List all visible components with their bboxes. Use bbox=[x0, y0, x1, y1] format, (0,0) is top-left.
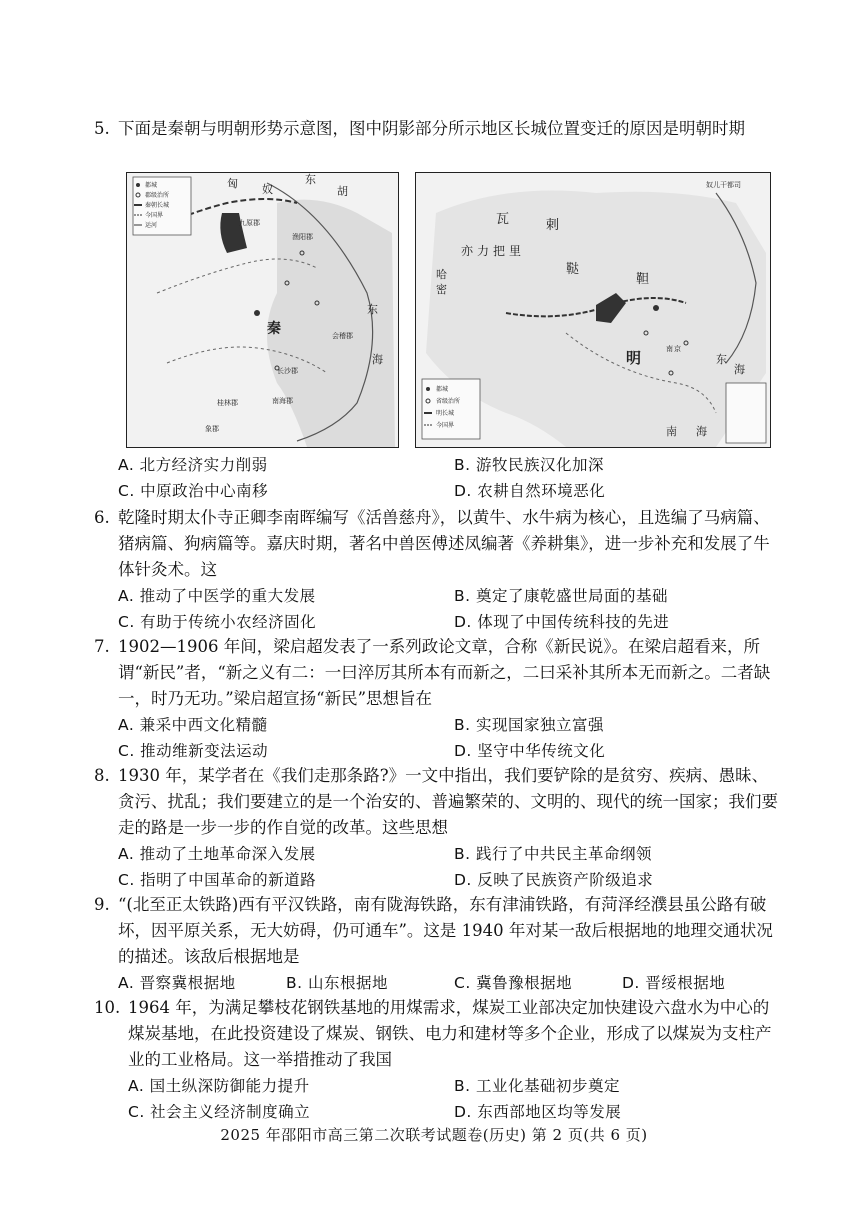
map-label: 渔阳郡 bbox=[292, 233, 313, 241]
legend-item: 今国界 bbox=[145, 212, 164, 219]
map-label: 鞑 bbox=[566, 262, 580, 277]
qin-map-drawing bbox=[127, 173, 398, 447]
option-c[interactable]: C. 冀鲁豫根据地 bbox=[454, 974, 573, 992]
qin-map bbox=[126, 172, 399, 448]
map-label: 长沙郡 bbox=[277, 367, 298, 375]
option-b[interactable]: B. 奠定了康乾盛世局面的基础 bbox=[454, 587, 668, 605]
map-label: 哈 bbox=[436, 268, 447, 281]
option-c[interactable]: C. 指明了中国革命的新道路 bbox=[118, 871, 317, 889]
legend-item: 秦朝长城 bbox=[145, 202, 170, 209]
option-c[interactable]: C. 推动维新变法运动 bbox=[118, 742, 269, 760]
option-b[interactable]: B. 山东根据地 bbox=[286, 974, 388, 992]
map-label: 桂林郡 bbox=[217, 399, 238, 407]
question-9 bbox=[94, 892, 784, 996]
options bbox=[94, 583, 784, 635]
map-label: 象郡 bbox=[205, 425, 219, 433]
question-number: 5. bbox=[94, 119, 110, 138]
question-stem bbox=[94, 634, 784, 712]
question-text: 下面是秦朝与明朝形势示意图，图中阴影部分所示地区长城位置变迁的原因是明朝时期 bbox=[118, 119, 745, 138]
option-b[interactable]: B. 工业化基础初步奠定 bbox=[454, 1077, 620, 1095]
map-label: 南海郡 bbox=[272, 397, 293, 405]
map-label: 东 bbox=[305, 173, 316, 186]
option-c[interactable]: C. 有助于传统小农经济固化 bbox=[118, 613, 317, 631]
option-d[interactable]: D. 东西部地区均等发展 bbox=[454, 1103, 622, 1121]
map-label: 剌 bbox=[546, 218, 560, 233]
map-label: 会稽郡 bbox=[332, 332, 353, 340]
page-footer: 2025 年邵阳市高三第二次联考试题卷(历史) 第 2 页(共 6 页) bbox=[220, 1126, 648, 1144]
options bbox=[94, 452, 784, 504]
legend-item: 明长城 bbox=[436, 410, 455, 417]
option-d[interactable]: D. 体现了中国传统科技的先进 bbox=[454, 613, 670, 631]
options bbox=[94, 712, 784, 764]
legend-item: 都城 bbox=[145, 182, 158, 189]
map-label: 海 bbox=[734, 363, 745, 376]
map-label: 胡 bbox=[337, 185, 348, 198]
map-label: 靼 bbox=[636, 272, 650, 287]
ming-map-drawing bbox=[416, 173, 770, 447]
map-label: 奴 bbox=[262, 183, 273, 196]
map-label: 东 bbox=[716, 353, 727, 366]
legend-item: 郡级治所 bbox=[145, 192, 170, 199]
map-label: 奴儿干都司 bbox=[706, 181, 741, 189]
map-label: 九原郡 bbox=[239, 219, 260, 227]
option-a[interactable]: A. 国土纵深防御能力提升 bbox=[128, 1077, 310, 1095]
map-label: 瓦 bbox=[496, 212, 510, 227]
map-label: 海 bbox=[696, 425, 707, 438]
map-label: 明 bbox=[626, 349, 642, 367]
question-number: 6. bbox=[94, 508, 110, 527]
question-8 bbox=[94, 763, 784, 893]
question-number: 7. bbox=[94, 637, 110, 656]
option-a[interactable]: A. 推动了土地革命深入发展 bbox=[118, 845, 316, 863]
option-b[interactable]: B. 践行了中共民主革命纲领 bbox=[454, 845, 652, 863]
options bbox=[94, 970, 784, 996]
question-number: 9. bbox=[94, 895, 110, 914]
question-stem bbox=[94, 763, 784, 841]
map-label: 南 bbox=[666, 425, 677, 438]
option-d[interactable]: D. 反映了民族资产阶级追求 bbox=[454, 871, 654, 889]
question-6 bbox=[94, 505, 784, 635]
option-a[interactable]: A. 北方经济实力削弱 bbox=[118, 456, 268, 474]
options bbox=[94, 841, 784, 893]
question-5 bbox=[94, 116, 784, 142]
option-d[interactable]: D. 农耕自然环境恶化 bbox=[454, 482, 606, 500]
option-b[interactable]: B. 游牧民族汉化加深 bbox=[454, 456, 604, 474]
question-stem bbox=[94, 116, 784, 142]
option-a[interactable]: A. 兼采中西文化精髓 bbox=[118, 716, 268, 734]
question-7 bbox=[94, 634, 784, 764]
question-text: 1930 年，某学者在《我们走那条路?》一文中指出，我们要铲除的是贫穷、疾病、愚昧、贪污、扰乱；我们要建立的是一个治安的、普遍繁荣的、文明的、现代的统一国家；我们要走的路是一步一步的作自觉的改革。这些思想 bbox=[118, 766, 778, 837]
question-10 bbox=[94, 995, 784, 1125]
question-text: 乾隆时期太仆寺正卿李南晖编写《活兽慈舟》，以黄牛、水牛病为核心，且选编了马病篇、猪病篇、狗病篇等。嘉庆时期，著名中兽医傅述凤编著《养耕集》，进一步补充和发展了牛体针灸术。这 bbox=[118, 508, 770, 579]
legend-item: 省级治所 bbox=[436, 398, 461, 405]
question-stem bbox=[94, 505, 784, 583]
maps-figure bbox=[126, 172, 772, 446]
map-label: 匈 bbox=[227, 177, 238, 190]
question-stem bbox=[94, 995, 784, 1073]
legend-item: 今国界 bbox=[436, 422, 455, 429]
option-a[interactable]: A. 推动了中医学的重大发展 bbox=[118, 587, 316, 605]
option-b[interactable]: B. 实现国家独立富强 bbox=[454, 716, 604, 734]
option-c[interactable]: C. 中原政治中心南移 bbox=[118, 482, 269, 500]
map-label: 亦力把里 bbox=[461, 244, 526, 258]
map-label: 秦 bbox=[267, 321, 281, 337]
question-5-options bbox=[94, 452, 784, 504]
map-label: 南 bbox=[666, 345, 673, 353]
question-number: 8. bbox=[94, 766, 110, 785]
options bbox=[94, 1073, 784, 1125]
legend-item: 运河 bbox=[145, 222, 158, 229]
option-d[interactable]: D. 坚守中华传统文化 bbox=[454, 742, 606, 760]
map-label: 海 bbox=[372, 353, 383, 366]
question-number: 10. bbox=[94, 998, 121, 1017]
question-text: “(北至正太铁路)西有平汉铁路，南有陇海铁路，东有津浦铁路，有菏泽经濮县虽公路有破坏，因平原关系，无大妨碍，仍可通车”。这是 1940 年对某一敌后根据地的地理交通状况的描述。该敌后根据地是 bbox=[118, 895, 773, 966]
legend-item: 都城 bbox=[436, 386, 449, 393]
option-c[interactable]: C. 社会主义经济制度确立 bbox=[128, 1103, 311, 1121]
question-text: 1902—1906 年间，梁启超发表了一系列政论文章，合称《新民说》。在梁启超看来，所谓“新民”者，“新之义有二：一曰淬厉其所本有而新之，二曰采补其所本无而新之。二者缺一，时乃无功。”梁启超宣扬“新民”思想旨在 bbox=[118, 637, 771, 708]
question-stem bbox=[94, 892, 784, 970]
option-d[interactable]: D. 晋绥根据地 bbox=[622, 974, 726, 992]
map-label: 东 bbox=[367, 303, 378, 316]
question-text: 1964 年，为满足攀枝花钢铁基地的用煤需求，煤炭工业部决定加快建设六盘水为中心的煤炭基地，在此投资建设了煤炭、钢铁、电力和建材等多个企业，形成了以煤炭为支柱产业的工业格局。这一举措推动了我国 bbox=[128, 998, 772, 1069]
map-label: 密 bbox=[436, 283, 447, 296]
map-label: 京 bbox=[674, 345, 681, 353]
ming-map bbox=[415, 172, 771, 448]
option-a[interactable]: A. 晋察冀根据地 bbox=[118, 974, 236, 992]
